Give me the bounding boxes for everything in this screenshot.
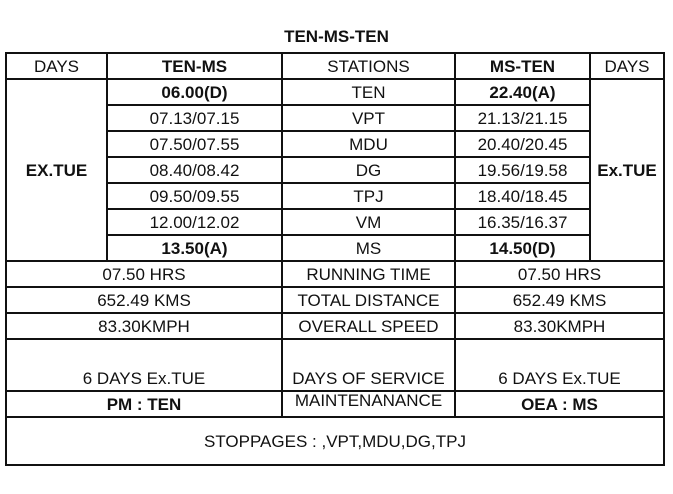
total-distance-right: 652.49 KMS <box>455 287 664 313</box>
timetable <box>5 52 665 466</box>
header-stations: STATIONS <box>282 53 455 79</box>
ten-ms-time: 09.50/09.55 <box>107 183 282 209</box>
days-of-service-left: 6 DAYS Ex.TUE <box>6 339 282 391</box>
total-distance-left: 652.49 KMS <box>6 287 282 313</box>
ms-ten-time: 14.50(D) <box>455 235 590 261</box>
page-title: TEN-MS-TEN <box>284 27 389 46</box>
summary-row-total-distance <box>6 287 664 313</box>
station-name: TEN <box>282 79 455 105</box>
station-name: DG <box>282 157 455 183</box>
ms-ten-time: 20.40/20.45 <box>455 131 590 157</box>
days-of-service-right: 6 DAYS Ex.TUE <box>455 339 664 391</box>
header-ten-ms: TEN-MS <box>107 53 282 79</box>
overall-speed-label: OVERALL SPEED <box>282 313 455 339</box>
ten-ms-time: 06.00(D) <box>107 79 282 105</box>
total-distance-label: TOTAL DISTANCE <box>282 287 455 313</box>
maintenance-left: PM : TEN <box>6 391 282 417</box>
header-ms-ten: MS-TEN <box>455 53 590 79</box>
ten-ms-time: 07.50/07.55 <box>107 131 282 157</box>
station-name: MDU <box>282 131 455 157</box>
ten-ms-time: 07.13/07.15 <box>107 105 282 131</box>
running-time-right: 07.50 HRS <box>455 261 664 287</box>
header-days-right: DAYS <box>590 53 664 79</box>
station-name: TPJ <box>282 183 455 209</box>
station-name: VM <box>282 209 455 235</box>
ms-ten-time: 21.13/21.15 <box>455 105 590 131</box>
days-of-service-label: DAYS OF SERVICE <box>282 339 455 391</box>
summary-row-days-of-service <box>6 339 664 391</box>
summary-row-overall-speed <box>6 313 664 339</box>
ms-ten-time: 18.40/18.45 <box>455 183 590 209</box>
ms-ten-time: 19.56/19.58 <box>455 157 590 183</box>
header-row <box>6 53 664 79</box>
schedule-row <box>6 79 664 105</box>
maintenance-right: OEA : MS <box>455 391 664 417</box>
running-time-label: RUNNING TIME <box>282 261 455 287</box>
stoppages-row <box>6 417 664 465</box>
ten-ms-time: 13.50(A) <box>107 235 282 261</box>
summary-row-maintenance <box>6 391 664 417</box>
stoppages-cell: STOPPAGES : ,VPT,MDU,DG,TPJ <box>6 417 664 465</box>
running-time-left: 07.50 HRS <box>6 261 282 287</box>
ms-ten-time: 16.35/16.37 <box>455 209 590 235</box>
ten-ms-time: 12.00/12.02 <box>107 209 282 235</box>
maintenance-label: MAINTENANANCE <box>282 391 455 417</box>
station-name: MS <box>282 235 455 261</box>
overall-speed-right: 83.30KMPH <box>455 313 664 339</box>
ms-ten-time: 22.40(A) <box>455 79 590 105</box>
days-left-cell: EX.TUE <box>6 79 107 261</box>
summary-row-running-time <box>6 261 664 287</box>
ten-ms-time: 08.40/08.42 <box>107 157 282 183</box>
days-right-cell: Ex.TUE <box>590 79 664 261</box>
station-name: VPT <box>282 105 455 131</box>
header-days-left: DAYS <box>6 53 107 79</box>
overall-speed-left: 83.30KMPH <box>6 313 282 339</box>
